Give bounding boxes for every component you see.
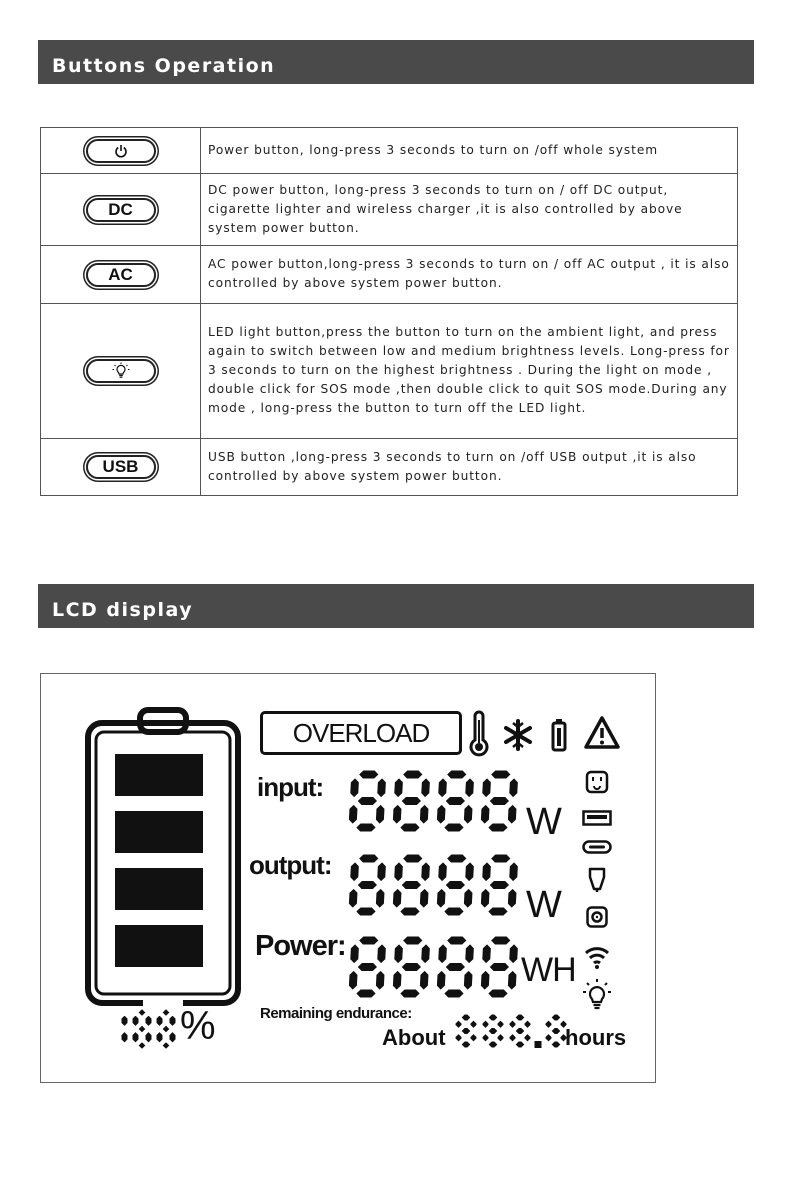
seven-segment-digit [436, 770, 475, 832]
percent-sign: % [180, 1004, 215, 1048]
dc-button-graphic: DC [86, 198, 156, 222]
section-title: Buttons Operation [52, 55, 276, 77]
snowflake-icon [501, 718, 535, 752]
button-description: Power button, long-press 3 seconds to turn on /off whole system [201, 128, 738, 174]
buttons-table [40, 127, 738, 496]
buttons-operation-header [38, 40, 754, 84]
table-row [41, 246, 738, 304]
power-icon [114, 144, 128, 158]
dc-port-icon [586, 906, 608, 928]
ac-button-graphic: AC [86, 263, 156, 287]
seven-segment-digit [156, 1009, 176, 1049]
light-bulb-icon [112, 362, 130, 380]
ac-outlet-icon [585, 770, 609, 794]
lcd-display-diagram [40, 673, 656, 1083]
light-bulb-icon [582, 979, 612, 1011]
seven-segment-digit [482, 1014, 504, 1048]
seven-segment-digit [480, 854, 519, 916]
seven-segment-digit [509, 1014, 531, 1048]
seven-segment-digit [348, 936, 387, 998]
thermometer-icon [469, 712, 489, 758]
seven-segment-digit [480, 770, 519, 832]
seven-segment-digit [455, 1014, 477, 1048]
usb-button-graphic: USB [86, 455, 156, 479]
seven-segment-digit [545, 1014, 567, 1048]
led-button-graphic [86, 359, 156, 383]
battery-bar [115, 925, 203, 967]
battery-bar [115, 811, 203, 853]
input-label: input: [257, 772, 324, 802]
usb-c-icon [582, 840, 612, 854]
wireless-icon [584, 944, 610, 970]
power-label: Power: [255, 930, 346, 962]
table-row [41, 128, 738, 174]
button-description: LED light button,press the button to turn on the ambient light, and press again to switch between low and medium brightness levels. Long-press for 3 seconds to turn on the highest brightness . During the light on mode , double click for SOS mode ,then double click to quit SOS mode.During any mode , long-press the button to turn off the LED light. [201, 304, 738, 439]
button-description: AC power button,long-press 3 seconds to turn on / off AC output , it is also controlled by above system power button. [201, 246, 738, 304]
seven-segment-digit [121, 1015, 128, 1043]
seven-segment-digit [348, 854, 387, 916]
overload-indicator: OVERLOAD [260, 711, 462, 755]
seven-segment-digit [436, 936, 475, 998]
battery-icon [551, 718, 567, 752]
output-unit: W [526, 884, 561, 926]
input-digits [351, 770, 527, 834]
seven-segment-digit [436, 854, 475, 916]
table-row [41, 304, 738, 439]
table-row [41, 174, 738, 246]
seven-segment-digit [392, 854, 431, 916]
output-digits [351, 854, 527, 918]
about-label: About [382, 1025, 446, 1050]
decimal-point [535, 1041, 542, 1048]
button-description: USB button ,long-press 3 seconds to turn on /off USB output ,it is also controlled by above system power button. [201, 439, 738, 496]
power-button-graphic [86, 139, 156, 163]
output-label: output: [249, 850, 332, 880]
remaining-hours-digits [455, 1014, 561, 1052]
seven-segment-digit [480, 936, 519, 998]
car-charger-icon [588, 867, 606, 893]
seven-segment-digit [392, 936, 431, 998]
battery-percent-digits [108, 1009, 178, 1051]
input-unit: W [526, 801, 561, 843]
hours-label: hours [565, 1025, 627, 1050]
seven-segment-digit [348, 770, 387, 832]
usb-a-icon [582, 810, 612, 826]
power-unit: WH [521, 951, 576, 989]
battery-bar [115, 754, 203, 796]
remaining-endurance-label: Remaining endurance: [260, 1005, 412, 1022]
warning-icon [584, 715, 620, 751]
battery-bar [115, 868, 203, 910]
button-description: DC power button, long-press 3 seconds to turn on / off DC output, cigarette lighter and wireless charger ,it is also controlled by above system power button. [201, 174, 738, 246]
table-row [41, 439, 738, 496]
power-digits [351, 936, 527, 1000]
seven-segment-digit [392, 770, 431, 832]
lcd-display-header [38, 584, 754, 628]
section-title: LCD display [52, 599, 194, 621]
seven-segment-digit [132, 1009, 152, 1049]
